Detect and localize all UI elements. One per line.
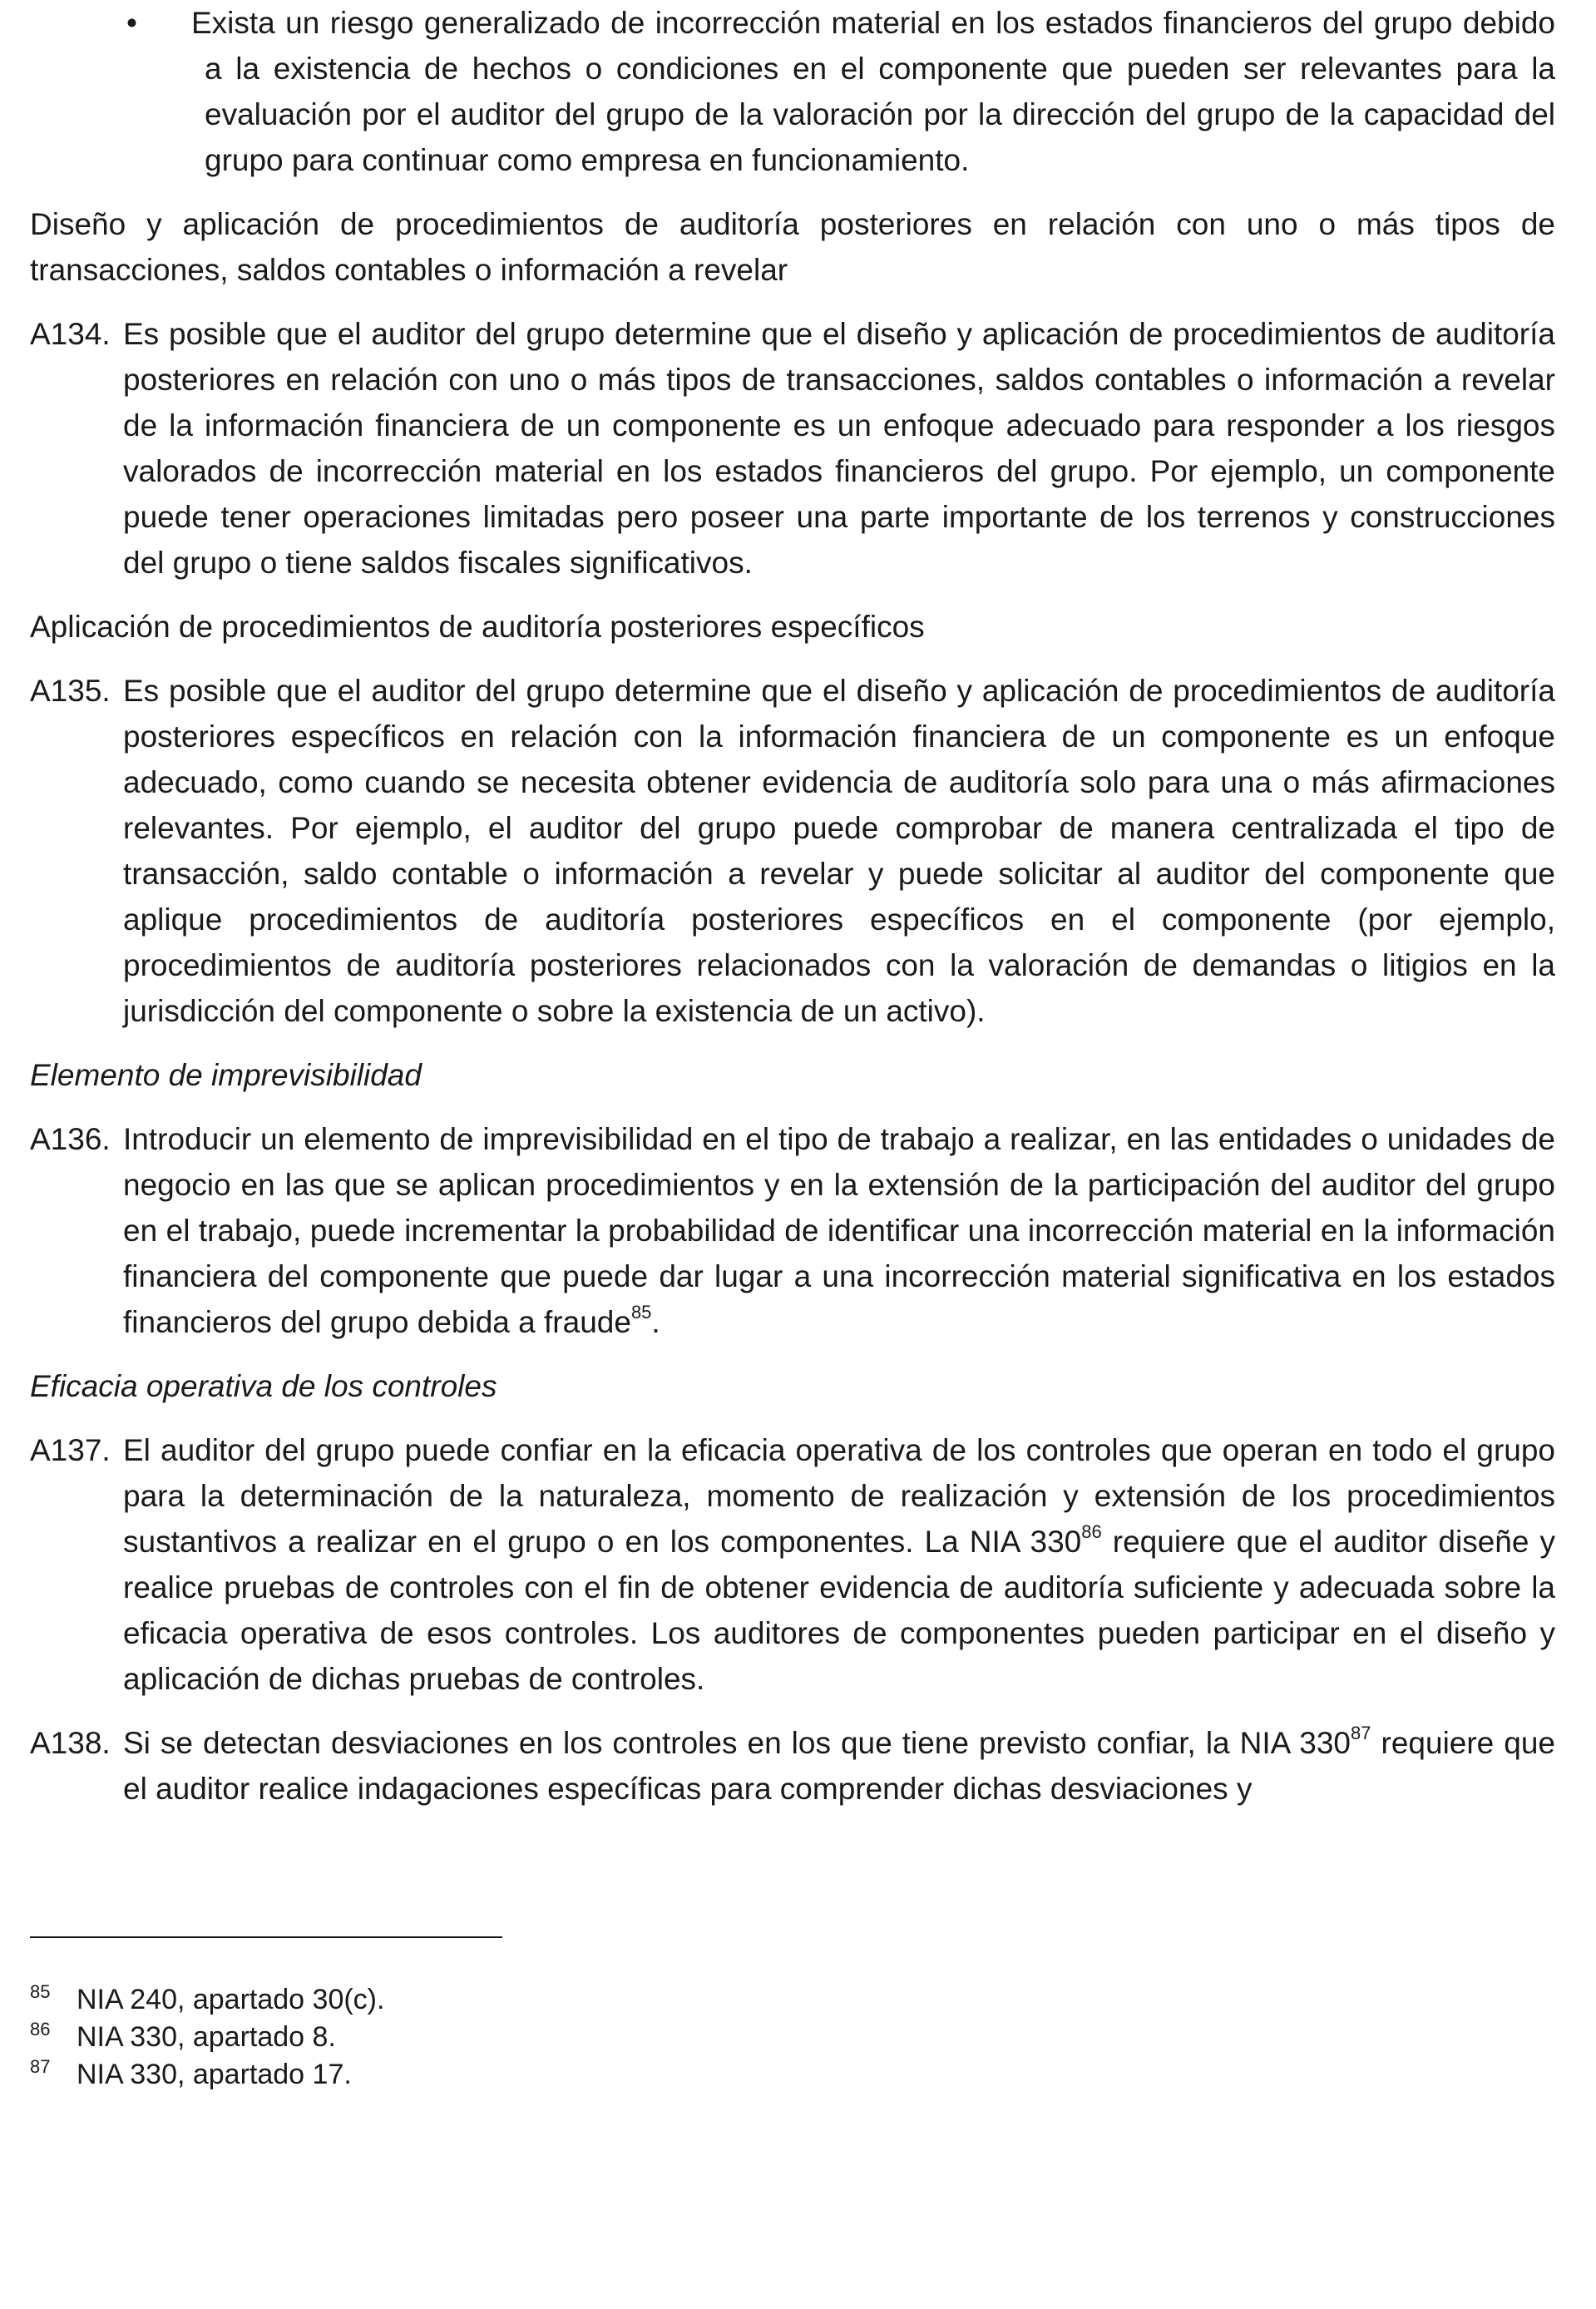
- document-page: [30, 0, 1555, 1812]
- paragraph-number: A137.: [30, 1433, 111, 1467]
- paragraph-number: A135.: [30, 674, 111, 708]
- paragraph-text-continued: requiere que el auditor diseñe y realice pruebas de controles con el fin de obtener evidencia de auditoría suficiente y adecuada sobre la eficacia operativa de esos controles. Los auditores de componentes pueden participar en el diseño y aplicación de dichas pruebas de controles.: [123, 1525, 1555, 1696]
- footnote-text: NIA 330, apartado 17.: [77, 2059, 352, 2090]
- section-heading: Aplicación de procedimientos de auditoría posteriores específicos: [30, 610, 925, 644]
- paragraph-text-tail: .: [651, 1305, 660, 1339]
- paragraph-text: Es posible que el auditor del grupo determine que el diseño y aplicación de procedimientos de auditoría posteriores en relación con uno o más tipos de transacciones, saldos contables o información a revelar de la información financiera de un componente es un enfoque adecuado para responder a los riesgos valorados de incorrección material en los estados financieros del grupo. Por ejemplo, un componente puede tener operaciones limitadas pero poseer una parte importante de los terrenos y construcciones del grupo o tiene saldos fiscales significativos.: [123, 317, 1555, 580]
- paragraph-text-continued: requiere que el auditor realice indagaciones específicas para comprender dichas desviaciones y: [123, 1726, 1556, 1806]
- paragraph-a136: [30, 1116, 1555, 1345]
- paragraph-number: A138.: [30, 1726, 111, 1760]
- footnote-number: 87: [30, 2056, 51, 2077]
- footnote-ref[interactable]: 87: [1351, 1722, 1371, 1743]
- footnote-item: [30, 2019, 1028, 2056]
- footnote-item: [30, 1981, 1028, 2019]
- bullet-mark: •: [126, 6, 137, 40]
- footnote-number: 86: [30, 2019, 51, 2040]
- footnote-number: 85: [30, 1981, 51, 2002]
- footnote-item: [30, 2056, 1028, 2094]
- bullet-item: [30, 0, 1555, 183]
- paragraph-a138: [30, 1720, 1555, 1812]
- footnotes: [30, 1981, 1028, 2094]
- bullet-text: Exista un riesgo generalizado de incorrección material en los estados financieros del grupo debido a la existencia de hechos o condiciones en el componente que pueden ser relevantes para la evaluación por el auditor del grupo de la valoración por la dirección del grupo de la capacidad del grupo para continuar como empresa en funcionamiento.: [191, 6, 1555, 177]
- footnote-separator: [30, 1936, 502, 1938]
- paragraph-a137: [30, 1427, 1555, 1702]
- section-heading-italic: Elemento de imprevisibilidad: [30, 1058, 422, 1092]
- footnote-text: NIA 330, apartado 8.: [77, 2021, 336, 2053]
- paragraph-text: Si se detectan desviaciones en los controles en los que tiene previsto confiar, la NIA 330: [123, 1726, 1351, 1760]
- footnote-ref[interactable]: 86: [1081, 1520, 1102, 1542]
- paragraph-text: Es posible que el auditor del grupo determine que el diseño y aplicación de procedimientos de auditoría posteriores específicos en relación con la información financiera de un componente es un enfoque adecuado, como cuando se necesita obtener evidencia de auditoría solo para una o más afirmaciones relevantes. Por ejemplo, el auditor del grupo puede comprobar de manera centralizada el tipo de transacción, saldo contable o información a revelar y puede solicitar al auditor del componente que aplique procedimientos de auditoría posteriores específicos en el componente (por ejemplo, procedimientos de auditoría posteriores relacionados con la valoración de demandas o litigios en la jurisdicción del componente o sobre la existencia de un activo).: [123, 674, 1555, 1028]
- paragraph-text: El auditor del grupo puede confiar en la eficacia operativa de los controles que operan en todo el grupo para la determinación de la naturaleza, momento de realización y extensión de los procedimientos sustantivos a realizar en el grupo o en los componentes. La NIA 330: [123, 1433, 1555, 1559]
- section-heading-italic: Eficacia operativa de los controles: [30, 1369, 497, 1403]
- paragraph-number: A134.: [30, 317, 111, 351]
- paragraph-text: Introducir un elemento de imprevisibilidad en el tipo de trabajo a realizar, en las entidades o unidades de negocio en las que se aplican procedimientos y en la extensión de la participación del auditor del grupo en el trabajo, puede incrementar la probabilidad de identificar una incorrección material en la información financiera del componente que puede dar lugar a una incorrección material significativa en los estados financieros del grupo debida a fraude: [123, 1122, 1555, 1339]
- paragraph-a134: [30, 311, 1555, 586]
- section-heading: Diseño y aplicación de procedimientos de auditoría posteriores en relación con uno o más tipos de transacciones, saldos contables o información a revelar: [30, 207, 1555, 287]
- footnote-text: NIA 240, apartado 30(c).: [77, 1984, 385, 2015]
- paragraph-number: A136.: [30, 1122, 111, 1156]
- paragraph-a135: [30, 668, 1555, 1034]
- footnote-ref[interactable]: 85: [630, 1301, 652, 1323]
